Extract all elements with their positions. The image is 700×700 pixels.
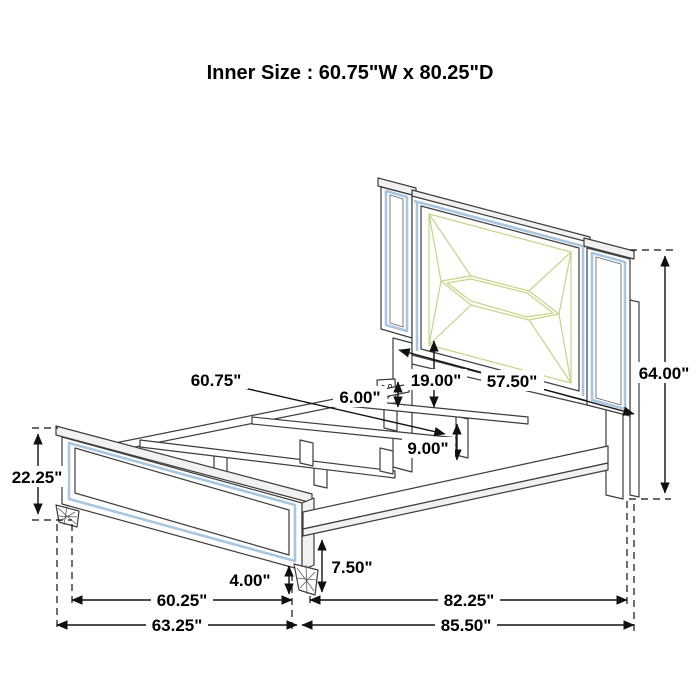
- dim-label-foot-height: 4.00": [229, 571, 271, 590]
- dim-overall-depth: [302, 614, 634, 635]
- dim-rail-floor-height: [322, 540, 378, 592]
- dim-label-footboard-overall-width: 63.25": [151, 616, 203, 635]
- dim-foot-height: [224, 566, 289, 594]
- dim-label-inner-width: 60.75": [190, 371, 242, 390]
- page-title: Inner Size : 60.75"W x 80.25"D: [206, 62, 494, 84]
- dim-rail-length: [310, 589, 627, 610]
- dim-label-headboard-clearance: 19.00": [410, 371, 462, 390]
- footboard-right-foot: [294, 564, 318, 595]
- headboard-right-wing: [587, 248, 630, 416]
- near-side-rail: [303, 446, 608, 536]
- slat-leg: [380, 448, 393, 474]
- dim-label-footboard-inner-width: 60.25": [156, 591, 208, 610]
- dim-footboard-inner-width: [72, 589, 292, 610]
- dim-label-headboard-panel-width: 57.50": [486, 372, 538, 391]
- dim-label-headboard-height: 64.00": [638, 364, 690, 383]
- dim-label-rail-length: 82.25": [443, 591, 495, 610]
- dim-label-footboard-height: 22.25": [11, 468, 63, 487]
- slat-leg: [300, 440, 313, 466]
- dim-footboard-overall-width: [57, 614, 297, 635]
- dim-label-rail-floor-height: 7.50": [331, 558, 373, 577]
- dim-label-slat-leg-height: 9.00": [407, 439, 449, 458]
- dim-label-bracket-height: 6.00": [339, 388, 381, 407]
- slat-leg: [456, 416, 468, 458]
- dim-label-overall-depth: 85.50": [440, 616, 492, 635]
- headboard-back-post: [630, 300, 639, 497]
